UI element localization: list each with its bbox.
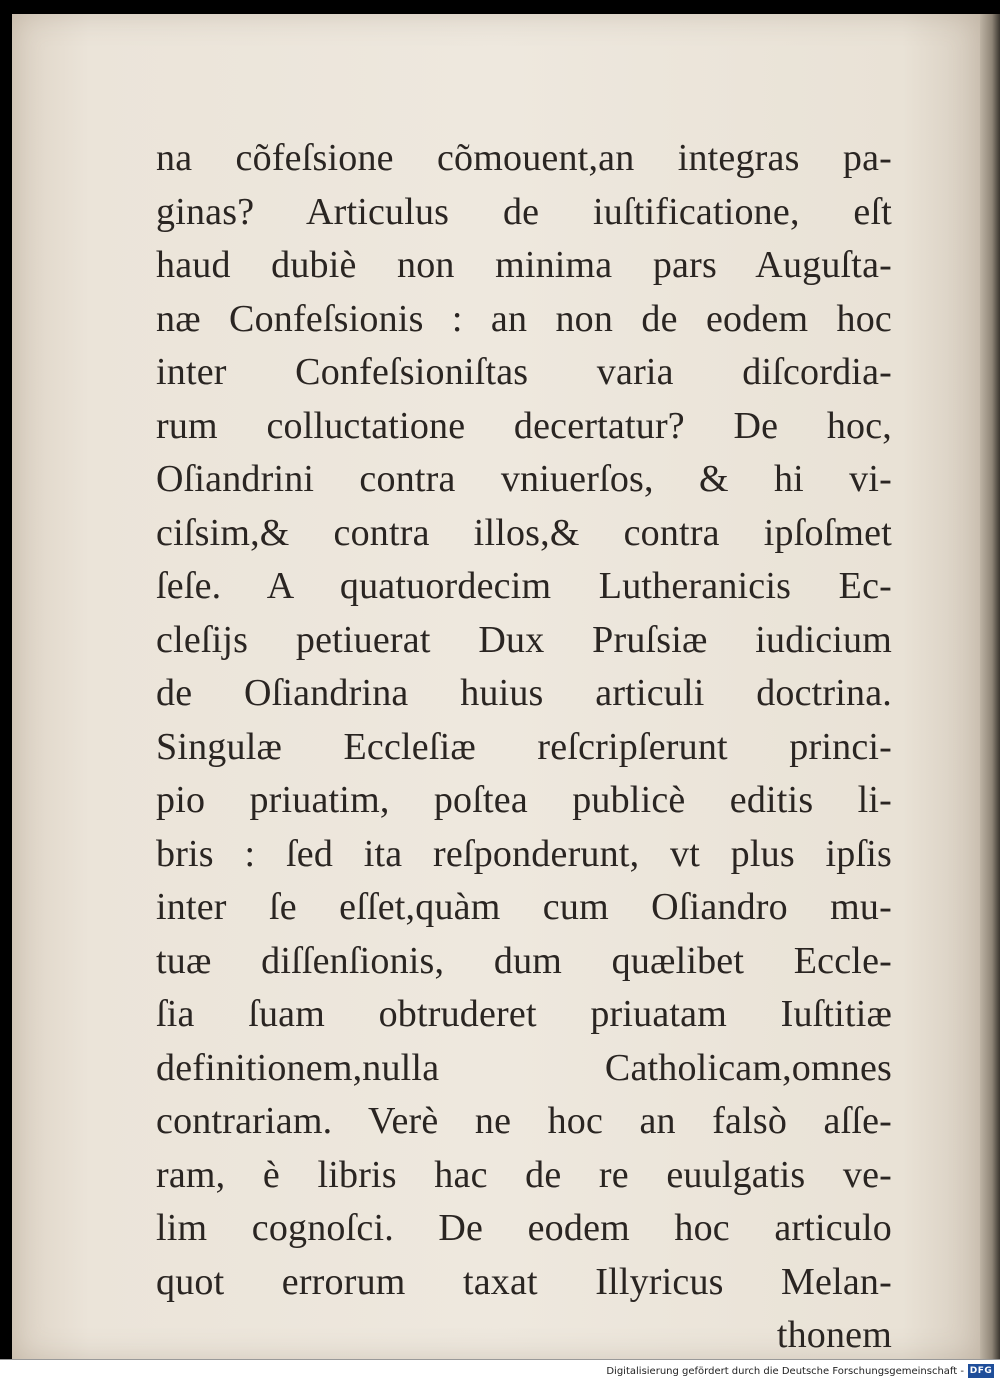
text-line: tuæ diſſenſionis, dum quælibet Eccle- [156, 939, 892, 982]
text-line: ſia ſuam obtruderet priuatam Iuſtitiæ [156, 993, 892, 1035]
digitization-footer [0, 1359, 1000, 1382]
text-line: lim cognoſci. De eodem hoc articulo [156, 1207, 892, 1249]
text-line: ram, è libris hac de re euulgatis ve- [156, 1153, 892, 1196]
text-line: cleſijs petiuerat Dux Pruſsiæ iudicium [156, 618, 892, 661]
text-line: pio priuatim, poſtea publicè editis li- [156, 779, 892, 821]
book-edge [980, 14, 1000, 1360]
text-line: Singulæ Eccleſiæ reſcripſerunt princi- [156, 725, 892, 768]
text-line: næ Confeſsionis : an non de eodem hoc [156, 297, 892, 340]
text-line: quot errorum taxat Illyricus Melan- [156, 1260, 892, 1303]
footer-credit: Digitalisierung gefördert durch die Deutsche Forschungsgemeinschaft - [606, 1365, 964, 1377]
text-line: definitionem,nulla Catholicam,omnes [156, 1046, 892, 1089]
text-line: ciſsim,& contra illos,& contra ipſoſmet [156, 511, 892, 554]
page-text [156, 132, 892, 1363]
text-line: de Oſiandrina huius articuli doctrina. [156, 672, 892, 714]
catchword: thonem [776, 1314, 892, 1356]
text-line: inter Confeſsioniſtas varia diſcordia- [156, 351, 892, 393]
text-line: Oſiandrini contra vniuerſos, & hi vi- [156, 458, 892, 500]
text-line: contrariam. Verè ne hoc an falsò aſſe- [156, 1100, 892, 1142]
text-line: ſeſe. A quatuordecim Lutheranicis Ec- [156, 565, 892, 607]
text-line: ginas? Articulus de iuſtificatione, eſt [156, 190, 892, 233]
text-line: haud dubiè non minima pars Auguſta- [156, 244, 892, 286]
text-line: bris : ſed ita reſponderunt, vt plus ipſis [156, 832, 892, 875]
text-line: inter ſe eſſet,quàm cum Oſiandro mu- [156, 886, 892, 928]
dfg-logo-icon: DFG [969, 1366, 993, 1376]
text-line: na cõfeſsione cõmouent,an integras pa- [156, 137, 892, 179]
text-line: rum colluctatione decertatur? De hoc, [156, 404, 892, 447]
